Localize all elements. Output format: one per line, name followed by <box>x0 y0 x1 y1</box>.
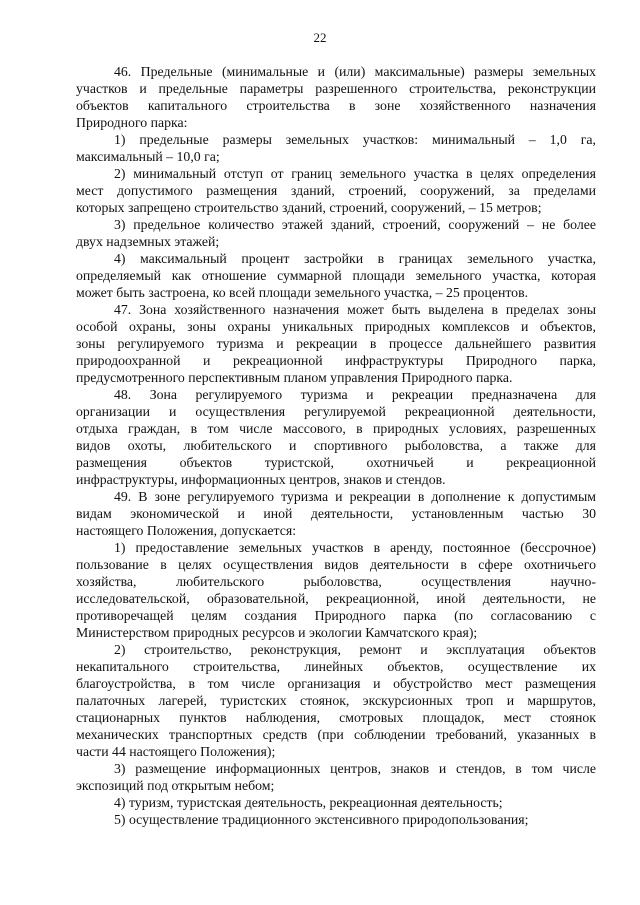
paragraph-p47 <box>76 301 596 386</box>
text-line: 4) максимальный процент застройки в границах земельного участка, <box>114 251 596 266</box>
text-line: 4) туризм, туристская деятельность, рекреационная деятельность; <box>114 795 503 810</box>
text-line: 3) предельное количество этажей зданий, строений, сооружений – не более <box>114 217 596 232</box>
text-line: инфраструктуры, информационных центров, знаков и стендов. <box>76 472 446 487</box>
text-line: механических транспортных средств (при соблюдении требований, указанных в <box>76 727 596 742</box>
text-line: предусмотренного перспективным планом управления Природного парка. <box>76 370 513 385</box>
text-line: Природного парка: <box>76 115 188 130</box>
text-line: исследовательской, образовательной, рекреационной, иной деятельности, не <box>76 591 596 606</box>
text-line: размещения объектов туристской, охотничьей и рекреационной <box>76 455 596 470</box>
text-line: зоны регулируемого туризма и рекреации в процессе дальнейшего развития <box>76 336 596 351</box>
paragraph-p49-1 <box>76 539 596 641</box>
text-line: благоустройства, в том числе организация и обустройство мест размещения <box>76 676 596 691</box>
text-line: 3) размещение информационных центров, знаков и стендов, в том числе <box>114 761 596 776</box>
text-line: объектов капитального строительства в зоне хозяйственного назначения <box>76 98 596 113</box>
paragraph-p49-4 <box>76 794 596 811</box>
text-line: пользование в целях осуществления видов деятельности в сфере охотничьего <box>76 557 596 572</box>
text-line: 46. Предельные (минимальные и (или) максимальные) размеры земельных <box>114 64 596 79</box>
text-line: видов охоты, любительского и спортивного рыболовства, а также для <box>76 438 596 453</box>
paragraph-p46-4 <box>76 250 596 301</box>
text-line: палаточных лагерей, туристских стоянок, экскурсионных троп и маршрутов, <box>76 693 596 708</box>
paragraph-p48 <box>76 386 596 488</box>
text-line: организации и осуществления регулируемой рекреационной деятельности, <box>76 404 596 419</box>
paragraph-p46-2 <box>76 165 596 216</box>
text-line: 48. Зона регулируемого туризма и рекреации предназначена для <box>114 387 596 402</box>
text-line: 1) предельные размеры земельных участков: минимальный – 1,0 га, <box>114 132 596 147</box>
text-line: 49. В зоне регулируемого туризма и рекреации в дополнение к допустимым <box>114 489 596 504</box>
text-line: видам экономической и иной деятельности, установленным частью 30 <box>76 506 596 521</box>
paragraph-p49 <box>76 488 596 539</box>
text-line: которых запрещено строительство зданий, строений, сооружений, – 15 метров; <box>76 200 542 215</box>
text-line: может быть застроена, ко всей площади земельного участка, – 25 процентов. <box>76 285 529 300</box>
text-line: 2) минимальный отступ от границ земельного участка в целях определения <box>114 166 596 181</box>
text-line: 1) предоставление земельных участков в аренду, постоянное (бессрочное) <box>114 540 596 555</box>
text-line: стационарных пунктов наблюдения, смотровых площадок, мест стоянок <box>76 710 596 725</box>
paragraph-p49-2 <box>76 641 596 760</box>
text-line: Министерством природных ресурсов и экологии Камчатского края); <box>76 625 478 640</box>
text-line: части 44 настоящего Положения); <box>76 744 276 759</box>
text-line: 47. Зона хозяйственного назначения может быть выделена в пределах зоны <box>114 302 596 317</box>
text-line: противоречащей целям создания Природного парка (по согласованию с <box>76 608 596 623</box>
page-number: 22 <box>313 30 327 45</box>
text-line: участков и предельные параметры разрешенного строительства, реконструкции <box>76 81 596 96</box>
document-body <box>76 63 596 828</box>
paragraph-p49-5 <box>76 811 596 828</box>
text-line: определяемый как отношение суммарной площади земельного участка, которая <box>76 268 596 283</box>
text-line: настоящего Положения, допускается: <box>76 523 297 538</box>
text-line: 5) осуществление традиционного экстенсивного природопользования; <box>114 812 529 827</box>
text-line: максимальный – 10,0 га; <box>76 149 220 164</box>
paragraph-p46-1 <box>76 131 596 165</box>
text-line: особой охраны, зоны охраны уникальных природных комплексов и объектов, <box>76 319 596 334</box>
text-line: экспозиций под открытым небом; <box>76 778 275 793</box>
text-line: мест допустимого размещения зданий, строений, сооружений, за пределами <box>76 183 596 198</box>
paragraph-p46-3 <box>76 216 596 250</box>
text-line: некапитального строительства, линейных объектов, осуществление их <box>76 659 596 674</box>
text-line: двух надземных этажей; <box>76 234 220 249</box>
text-line: хозяйства, любительского рыболовства, осуществления научно- <box>76 574 596 589</box>
text-line: природоохранной и рекреационной инфраструктуры Природного парка, <box>76 353 596 368</box>
text-line: 2) строительство, реконструкция, ремонт и эксплуатация объектов <box>114 642 596 657</box>
paragraph-p46 <box>76 63 596 131</box>
text-line: отдыха граждан, в том числе массового, в природных условиях, разрешенных <box>76 421 596 436</box>
paragraph-p49-3 <box>76 760 596 794</box>
